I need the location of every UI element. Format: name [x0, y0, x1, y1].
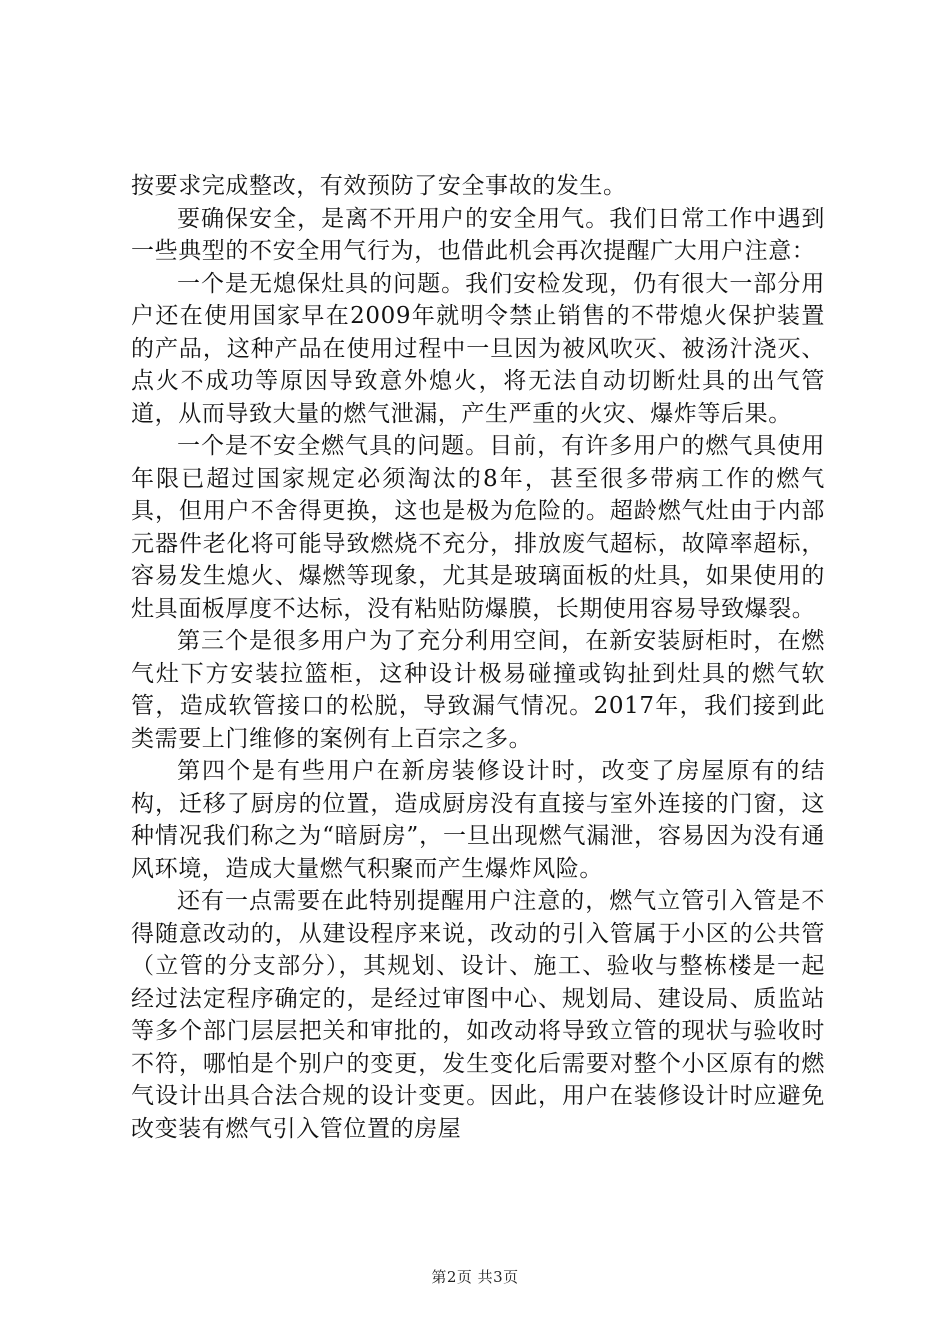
paragraph-cabinet-baskets: 第三个是很多用户为了充分利用空间，在新安装厨柜时，在燃气灶下方安装拉篮柜，这种设计极易碰撞或钩扯到灶具的燃气软管，造成软管接口的松脱，导致漏气情况。2017年，我们接到此类需要上门维修的案例有上百宗之多。 [131, 628, 825, 752]
paragraph-safe-gas-use: 要确保安全，是离不开用户的安全用气。我们日常工作中遇到一些典型的不安全用气行为，也借此机会再次提醒广大用户注意： [131, 205, 825, 264]
paragraph-dark-kitchen: 第四个是有些用户在新房装修设计时，改变了房屋原有的结构，迁移了厨房的位置，造成厨房没有直接与室外连接的门窗，这种情况我们称之为“暗厨房”，一旦出现燃气漏泄，容易因为没有通风环境，造成大量燃气积聚而产生爆炸风险。 [131, 758, 825, 882]
page-number-footer: 第2页 共3页 [431, 1268, 519, 1286]
paragraph-continuation: 按要求完成整改，有效预防了安全事故的发生。 [131, 173, 627, 199]
paragraph-riser-pipe: 还有一点需要在此特别提醒用户注意的，燃气立管引入管是不得随意改动的，从建设程序来说，改动的引入管属于小区的公共管（立管的分支部分），其规划、设计、施工、验收与整栋楼是一起经过法定程序确定的，是经过审图中心、规划局、建设局、质监站等多个部门层层把关和审批的，如改动将导致立管的现状与验收时不符，哪怕是个别户的变更，发生变化后需要对整个小区原有的燃气设计出具合法合规的设计变更。因此，用户在装修设计时应避免改变装有燃气引入管位置的房屋 [131, 888, 825, 1142]
paragraph-unsafe-appliances: 一个是不安全燃气具的问题。目前，有许多用户的燃气具使用年限已超过国家规定必须淘汰的8年，甚至很多带病工作的燃气具，但用户不舍得更换，这也是极为危险的。超龄燃气灶由于内部元器件老化将可能导致燃烧不充分，排放废气超标，故障率超标，容易发生熄火、爆燃等现象，尤其是玻璃面板的灶具，如果使用的灶具面板厚度不达标，没有粘贴防爆膜，长期使用容易导致爆裂。 [131, 433, 825, 622]
document-body [131, 170, 825, 1145]
paragraph-no-flameout-protection: 一个是无熄保灶具的问题。我们安检发现，仍有很大一部分用户还在使用国家早在2009年就明令禁止销售的不带熄火保护装置的产品，这种产品在使用过程中一旦因为被风吹灭、被汤汁浇灭、点火不成功等原因导致意外熄火，将无法自动切断灶具的出气管道，从而导致大量的燃气泄漏，产生严重的火灾、爆炸等后果。 [131, 270, 825, 427]
